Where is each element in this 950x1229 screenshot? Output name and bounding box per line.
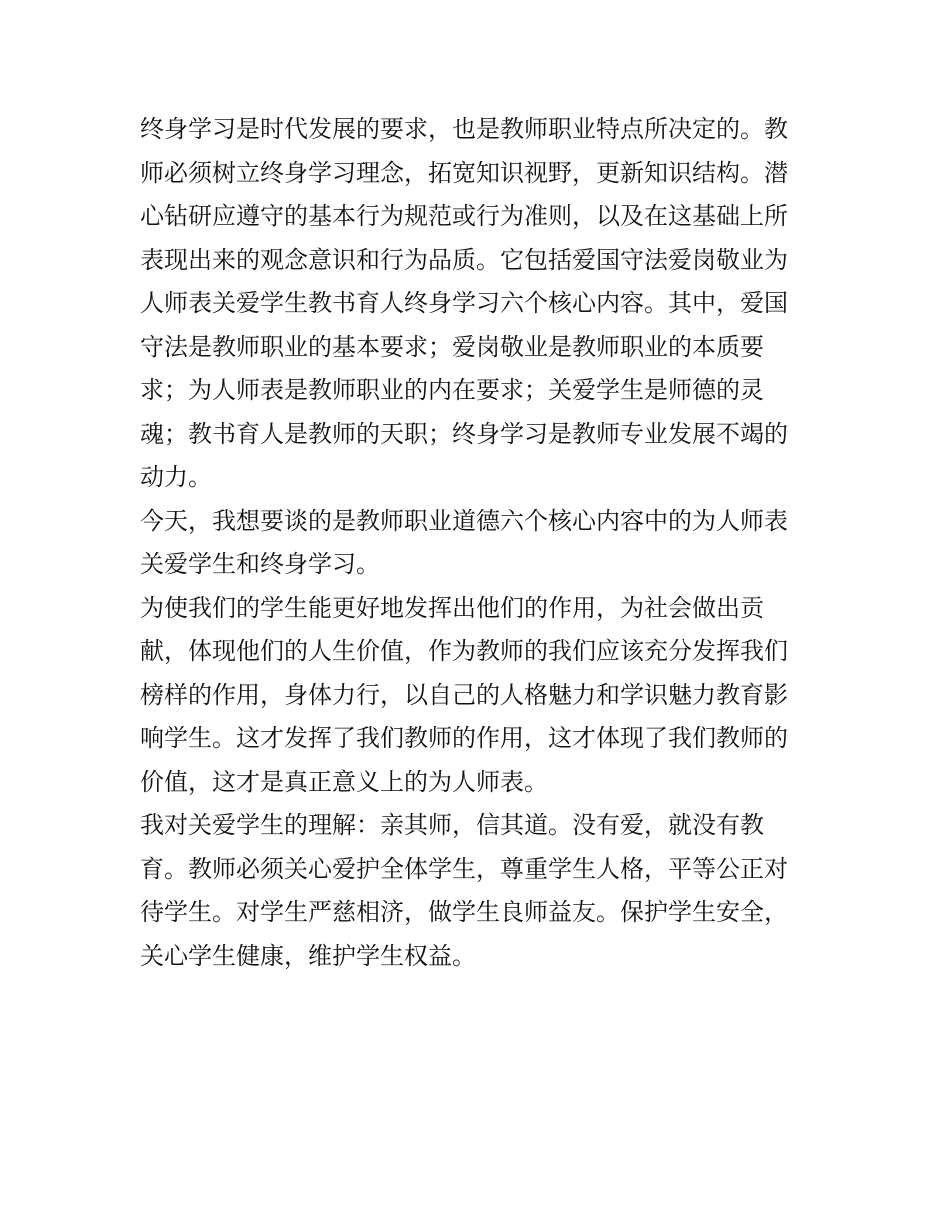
paragraph-caring-students bbox=[140, 804, 812, 978]
text-line: 人师表关爱学生教书育人终身学习六个核心内容。其中，爱国 bbox=[140, 289, 788, 317]
text-line: 献，体现他们的人生价值，作为教师的我们应该充分发挥我们 bbox=[140, 637, 788, 665]
text-line: 育。教师必须关心爱护全体学生，尊重学生人格，平等公正对 bbox=[140, 854, 788, 883]
text-line: 价值，这才是真正意义上的为人师表。 bbox=[140, 767, 548, 796]
text-line: 响学生。这才发挥了我们教师的作用，这才体现了我们教师的 bbox=[140, 724, 788, 752]
text-line: 魂；教书育人是教师的天职；终身学习是教师专业发展不竭的 bbox=[140, 419, 788, 448]
text-line: 榜样的作用，身体力行，以自己的人格魅力和学识魅力教育影 bbox=[140, 680, 788, 709]
document-body bbox=[140, 108, 812, 978]
text-line: 我对关爱学生的理解：亲其师，信其道。没有爱，就没有教 bbox=[140, 811, 764, 839]
text-line: 守法是教师职业的基本要求；爱岗敬业是教师职业的本质要 bbox=[140, 332, 764, 361]
text-line: 关爱学生和终身学习。 bbox=[140, 550, 380, 578]
text-line: 为使我们的学生能更好地发挥出他们的作用，为社会做出贡 bbox=[140, 593, 764, 622]
text-line: 表现出来的观念意识和行为品质。它包括爱国守法爱岗敬业为 bbox=[140, 245, 788, 274]
text-line: 动力。 bbox=[140, 463, 212, 491]
text-line: 师必须树立终身学习理念，拓宽知识视野，更新知识结构。潜 bbox=[140, 158, 788, 187]
text-line: 今天，我想要谈的是教师职业道德六个核心内容中的为人师表 bbox=[140, 506, 788, 535]
paragraph-lifelong-learning bbox=[140, 108, 812, 500]
text-line: 关心学生健康，维护学生权益。 bbox=[140, 941, 476, 970]
text-line: 心钻研应遵守的基本行为规范或行为准则，以及在这基础上所 bbox=[140, 202, 788, 230]
paragraph-today-topic bbox=[140, 500, 812, 587]
paragraph-role-model bbox=[140, 587, 812, 805]
text-line: 求；为人师表是教师职业的内在要求；关爱学生是师德的灵 bbox=[140, 376, 764, 404]
text-line: 终身学习是时代发展的要求，也是教师职业特点所决定的。教 bbox=[140, 115, 788, 143]
text-line: 待学生。对学生严慈相济，做学生良师益友。保护学生安全， bbox=[140, 898, 788, 926]
